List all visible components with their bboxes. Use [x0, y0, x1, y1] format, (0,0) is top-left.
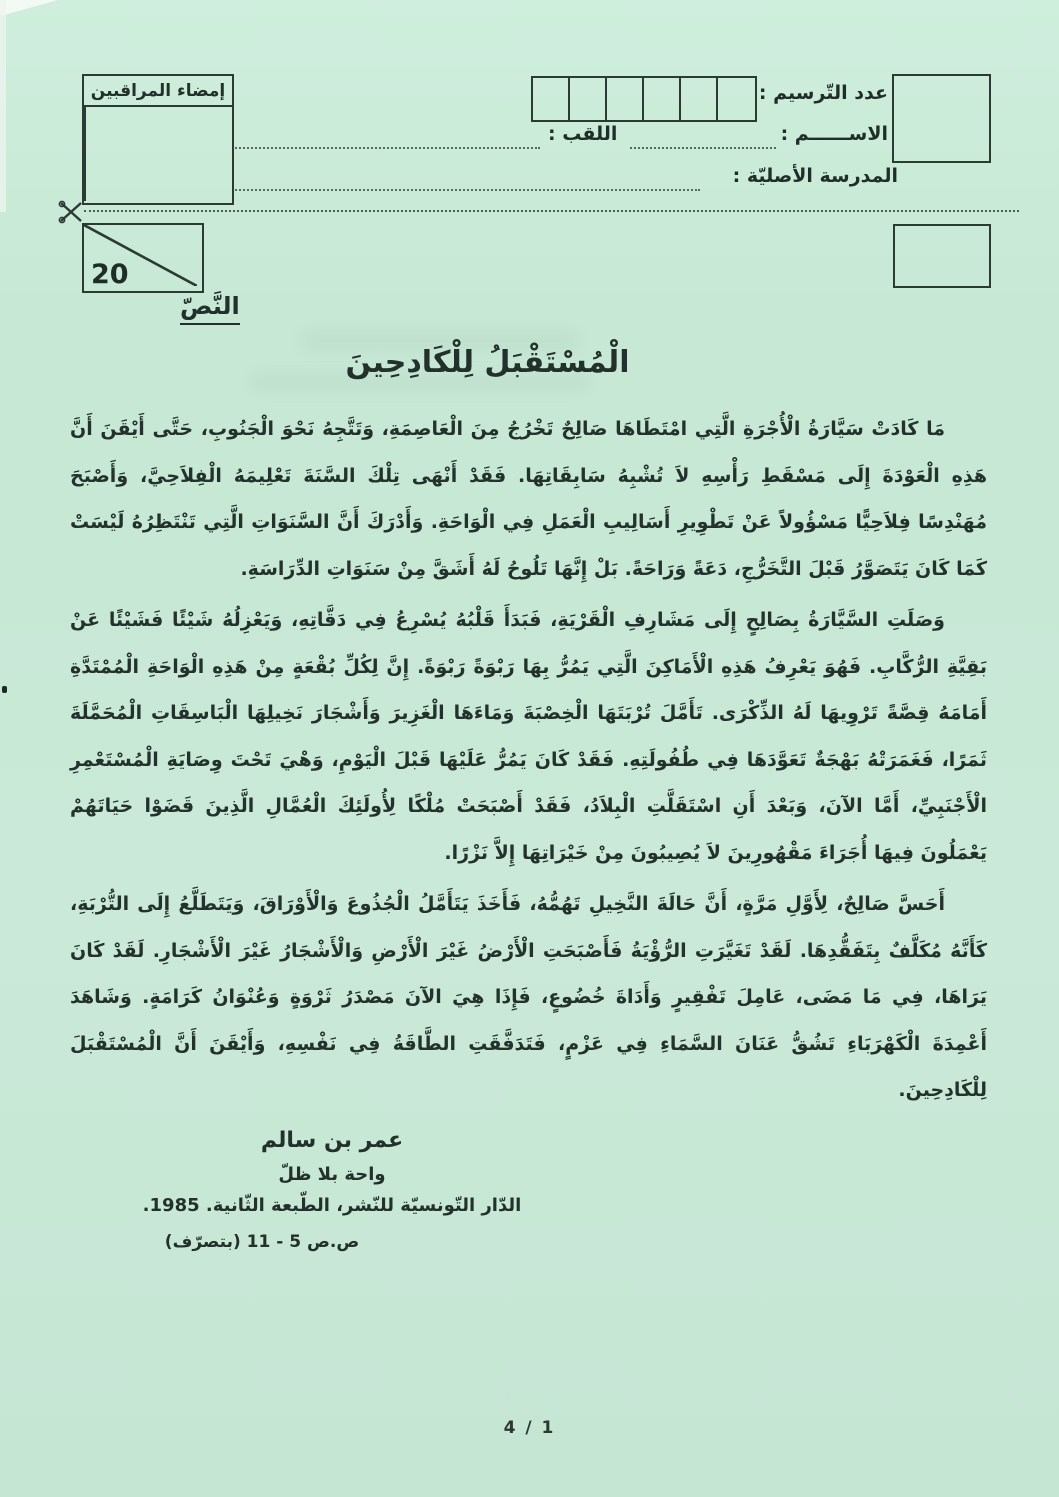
registration-cell[interactable]	[533, 78, 570, 120]
registration-cell[interactable]	[644, 78, 681, 120]
work-title: واحة بلا ظلّ	[278, 1163, 386, 1185]
cut-line	[0, 198, 1059, 224]
section-heading: النَّصّ	[70, 292, 987, 325]
registration-cell[interactable]	[681, 78, 718, 120]
scissors-icon	[58, 200, 84, 224]
invigilator-signature-cell-2[interactable]	[159, 107, 232, 201]
text-title: الْمُسْتَقْبَلُ لِلْكَادِحِينَ	[345, 345, 630, 380]
invigilator-signature-cell-1[interactable]	[84, 107, 159, 201]
last-name-label: اللقب :	[548, 123, 618, 145]
text-column	[70, 292, 987, 1252]
registration-cell[interactable]	[570, 78, 607, 120]
text-paragraph: مَا كَادَتْ سَيَّارَةُ الْأُجْرَةِ الَّتِي امْتَطَاهَا صَالِحٌ تَخْرُجُ مِنَ الْعَاصِمَةِ، وَتَتَّجِهُ نَحْوَ الْجَنُوبِ، حَتَّى أَيْقَنَ أَنَّ هَذِهِ الْعَوْدَةَ إِلَى مَسْقَطِ رَأْسِهِ لاَ تُشْبِهُ سَابِقَاتِهَا. فَقَدْ أَنْهَى تِلْكَ السَّنَةَ تَعْلِيمَهُ الْفِلاَحِيَّ، وَأَصْبَحَ مُهَنْدِسًا فِلاَحِيًّا مَسْؤُولاً عَنْ تَطْوِيرِ أَسَالِيبِ الْعَمَلِ فِي الْوَاحَةِ. وَأَدْرَكَ أَنَّ السَّنَوَاتِ الَّتِي تَنْتَظِرُهُ لَيْسَتْ كَمَا كَانَ يَتَصَوَّرُ قَبْلَ التَّخَرُّجِ، دَعَةً وَرَاحَةً. بَلْ إِنَّهَا تَلُوحُ لَهُ أَشَقَّ مِنْ سَنَوَاتِ الدِّرَاسَةِ.	[70, 418, 987, 580]
author-name: عمر بن سالم	[260, 1127, 404, 1153]
invigilators-signature-box	[82, 74, 234, 205]
registration-grid	[531, 76, 757, 122]
page-number: 4 / 1	[503, 1418, 556, 1438]
attribution	[132, 1128, 532, 1252]
text-body	[70, 406, 987, 1114]
invigilators-label: إمضاء المراقبين	[84, 76, 232, 107]
first-name-field[interactable]	[630, 131, 776, 149]
last-name-field[interactable]	[232, 131, 540, 149]
school-field[interactable]	[232, 173, 700, 191]
registration-label: عدد التّرسيم :	[758, 82, 888, 104]
registration-cell[interactable]	[718, 78, 755, 120]
pages-reference: ص.ص 5 - 11 (بتصرّف)	[164, 1231, 360, 1252]
scan-corner-artifact	[0, 0, 58, 16]
publisher-line: الدّار التّونسيّة للنّشر، الطّبعة الثّانية. 1985.	[142, 1194, 522, 1216]
text-paragraph: وَصَلَتِ السَّيَّارَةُ بِصَالِحٍ إِلَى مَشَارِفِ الْقَرْيَةِ، فَبَدَأَ قَلْبُهُ يُسْرِعُ فِي دَقَّاتِهِ، وَيَعْزِلُهُ شَيْئًا فَشَيْئًا عَنْ بَقِيَّةِ الرُّكَّابِ. فَهُوَ يَعْرِفُ هَذِهِ الْأَمَاكِنَ الَّتِي يَمُرُّ بِهَا رَبْوَةً رَبْوَةً. إِنَّ لِكُلِّ بُقْعَةٍ مِنْ هَذِهِ الْوَاحَةِ الْمُمْتَدَّةِ أَمَامَهُ قِصَّةً تَرْوِيهَا لَهُ الذِّكْرَى. تَأَمَّلَ تُرْبَتَهَا الْخِصْبَةَ وَمَاءَهَا الْغَزِيرَ وَأَشْجَارَ نَخِيلِهَا الْبَاسِقَاتِ الْمُحَمَّلَةَ ثَمَرًا، فَغَمَرَتْهُ بَهْجَةٌ تَعَوَّدَهَا فِي طُفُولَتِهِ. فَقَدْ كَانَ يَمُرُّ عَلَيْهَا قَبْلَ الْيَوْمِ، وَهْيَ تَحْتَ وِصَايَةِ الْمُسْتَعْمِرِ الْأَجْنَبِيِّ، أَمَّا الآنَ، وَبَعْدَ أَنِ اسْتَقَلَّتِ الْبِلاَدُ، فَقَدْ أَصْبَحَتْ مُلْكًا لِأُولَئِكَ الْعُمَّالِ الَّذِينَ قَضَوْا حَيَاتَهُمْ يَعْمَلُونَ فِيهَا أُجَرَاءَ مَقْهُورِينَ لاَ يُصِيبُونَ مِنْ خَيْرَاتِهَا إِلاَّ نَزْرًا.	[70, 609, 987, 864]
text-paragraph: أَحَسَّ صَالِحٌ، لِأَوَّلِ مَرَّةٍ، أَنَّ حَالَةَ النَّخِيلِ تَهُمُّهُ، فَأَخَذَ يَتَأَمَّلُ الْجُذُوعَ وَالْأَوْرَاقَ، وَيَتَطَلَّعُ إِلَى التُّرْبَةِ، كَأَنَّهُ مُكَلَّفٌ بِتَفَقُّدِهَا. لَقَدْ تَغَيَّرَتِ الرُّؤْيَةُ فَأَصْبَحَتِ الْأَرْضُ غَيْرَ الْأَرْضِ وَالْأَشْجَارُ غَيْرَ الْأَشْجَارِ. لَقَدْ كَانَ يَرَاهَا، فِي مَا مَضَى، عَامِلَ تَفْقِيرٍ وَأَدَاةَ خُضُوعٍ، فَإِذَا هِيَ الآنَ مَصْدَرُ ثَرْوَةٍ وَعُنْوَانُ كَرَامَةٍ. وَشَاهَدَ أَعْمِدَةَ الْكَهْرَبَاءِ تَشُقُّ عَنَانَ السَّمَاءِ فِي عَزْمٍ، فَتَدَفَّقَتِ الطَّاقَةُ فِي نَفْسِهِ، وَأَيْقَنَ أَنَّ الْمُسْتَقْبَلَ لِلْكَادِحِينَ.	[70, 893, 987, 1101]
score-box[interactable]	[82, 223, 204, 293]
grade-box[interactable]	[893, 224, 991, 288]
perforation-dots	[84, 210, 1019, 212]
school-label: المدرسة الأصليّة :	[732, 165, 898, 187]
scan-edge-artifact	[0, 0, 6, 212]
registration-cell[interactable]	[607, 78, 644, 120]
scan-speck	[2, 686, 7, 693]
max-score: 20	[91, 259, 129, 290]
registration-number-box[interactable]	[892, 74, 991, 163]
first-name-label: الاســــــم :	[780, 123, 888, 145]
